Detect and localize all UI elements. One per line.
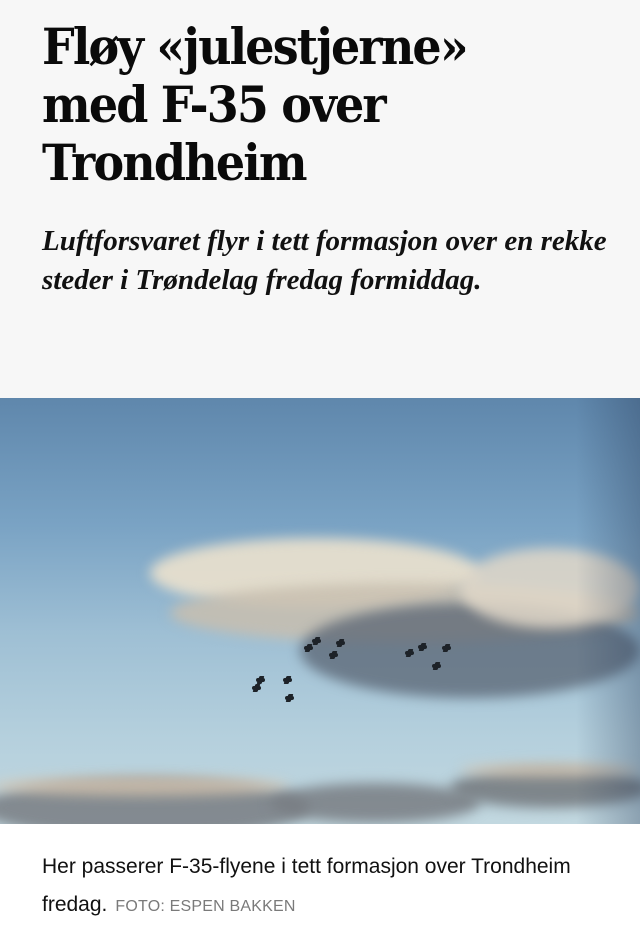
article-header [0, 0, 640, 398]
photo-caption [0, 824, 640, 947]
caption-text: Her passerer F-35-flyene i tett formasjon over Trondheim fredag. [42, 855, 571, 916]
headline: Fløy «julestjerne» med F-35 over Trondheim [42, 17, 467, 192]
lead-paragraph: Luftforsvaret flyr i tett formasjon over en rekke steder i Trøndelag fredag formiddag. [42, 225, 607, 296]
article-photo[interactable] [0, 398, 640, 824]
photo-credit: FOTO: ESPEN BAKKEN [115, 898, 296, 915]
photo-vignette [0, 398, 640, 824]
